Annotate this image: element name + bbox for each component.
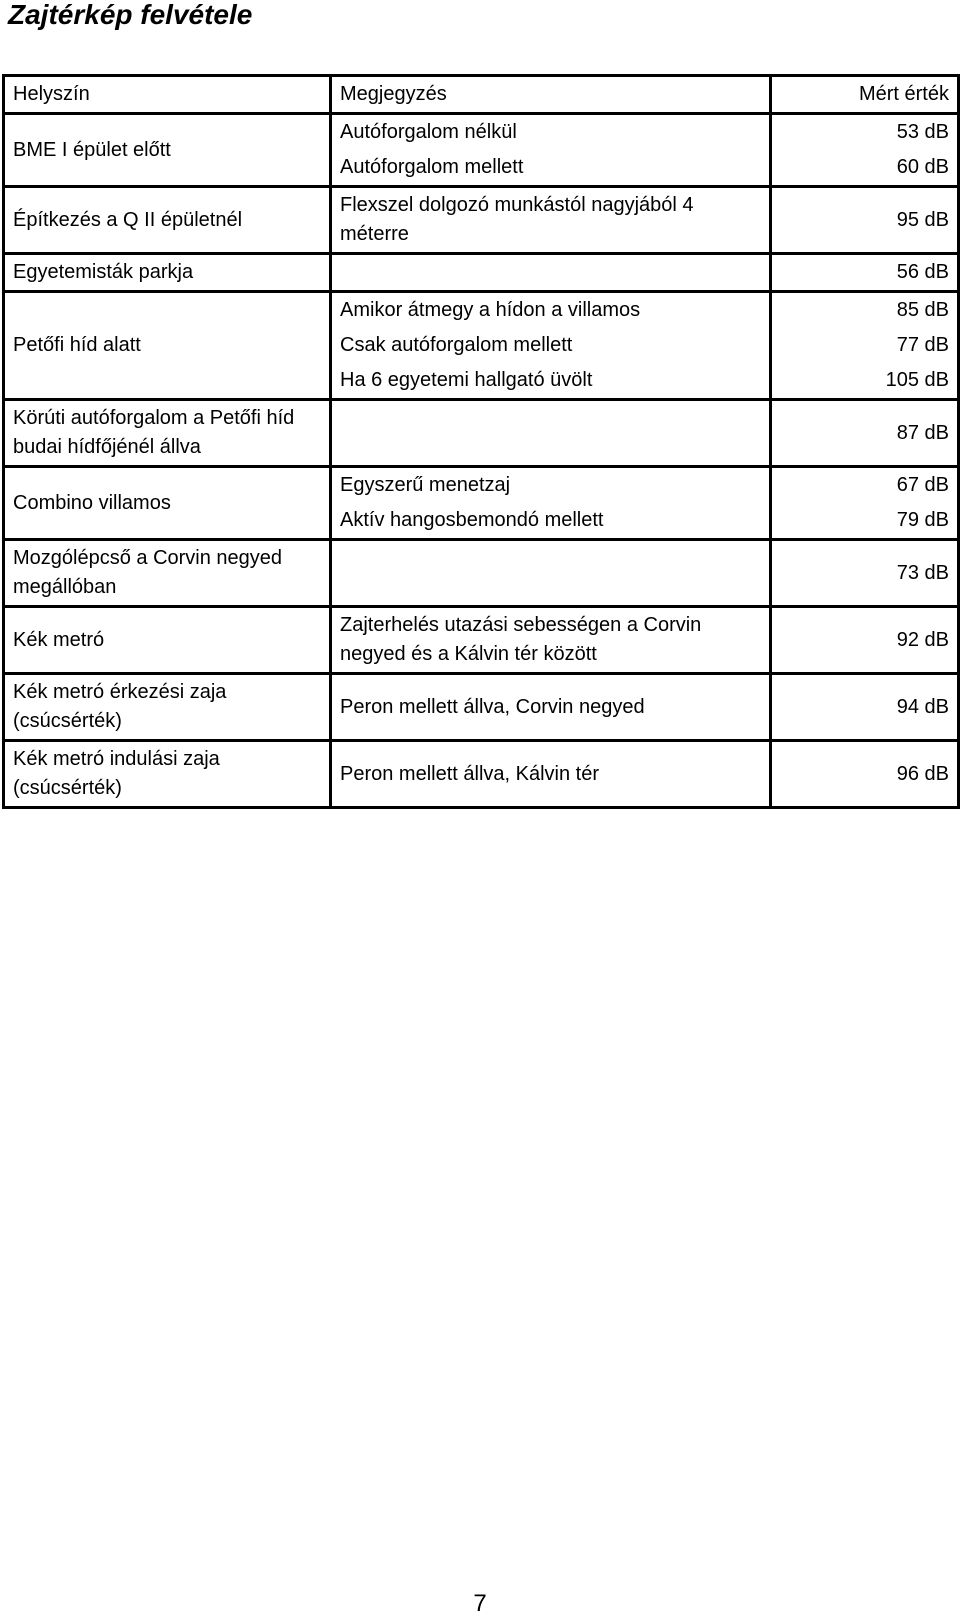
location-cell: Körúti autóforgalom a Petőfi híd budai hídfőjénél állva — [4, 400, 331, 467]
location-cell: Mozgólépcső a Corvin negyed megállóban — [4, 540, 331, 607]
value-cell: 87 dB — [771, 400, 959, 467]
note-cell — [331, 254, 771, 292]
note-cell: Autóforgalom nélkül — [331, 114, 771, 151]
location-cell: Kék metró érkezési zaja (csúcsérték) — [4, 674, 331, 741]
note-cell — [331, 400, 771, 467]
value-cell: 53 dB — [771, 114, 959, 151]
value-cell: 77 dB — [771, 328, 959, 363]
table-row — [4, 741, 959, 808]
table-row — [4, 607, 959, 674]
value-cell: 105 dB — [771, 363, 959, 400]
note-cell: Amikor átmegy a hídon a villamos — [331, 292, 771, 329]
document-title: Zajtérkép felvétele — [8, 0, 253, 30]
value-cell: 79 dB — [771, 503, 959, 540]
location-cell: Kék metró — [4, 607, 331, 674]
location-cell: Combino villamos — [4, 467, 331, 540]
location-cell: Kék metró indulási zaja (csúcsérték) — [4, 741, 331, 808]
note-cell: Csak autóforgalom mellett — [331, 328, 771, 363]
table-row — [4, 400, 959, 467]
table-row — [4, 254, 959, 292]
value-cell: 56 dB — [771, 254, 959, 292]
note-cell: Autóforgalom mellett — [331, 150, 771, 187]
note-cell: Flexszel dolgozó munkástól nagyjából 4 méterre — [331, 187, 771, 254]
note-cell: Aktív hangosbemondó mellett — [331, 503, 771, 540]
header-value: Mért érték — [771, 76, 959, 114]
table-row — [4, 292, 959, 329]
location-cell: Petőfi híd alatt — [4, 292, 331, 400]
table-body — [4, 114, 959, 808]
note-cell: Zajterhelés utazási sebességen a Corvin negyed és a Kálvin tér között — [331, 607, 771, 674]
table-row — [4, 540, 959, 607]
value-cell: 85 dB — [771, 292, 959, 329]
value-cell: 73 dB — [771, 540, 959, 607]
table-row — [4, 674, 959, 741]
note-cell: Peron mellett állva, Kálvin tér — [331, 741, 771, 808]
value-cell: 94 dB — [771, 674, 959, 741]
table-header-row — [4, 76, 959, 114]
value-cell: 67 dB — [771, 467, 959, 504]
noise-measurement-table — [2, 74, 960, 809]
location-cell: BME I épület előtt — [4, 114, 331, 187]
table-row — [4, 467, 959, 504]
table-row — [4, 187, 959, 254]
value-cell: 95 dB — [771, 187, 959, 254]
header-location: Helyszín — [4, 76, 331, 114]
header-note: Megjegyzés — [331, 76, 771, 114]
note-cell: Egyszerű menetzaj — [331, 467, 771, 504]
note-cell: Ha 6 egyetemi hallgató üvölt — [331, 363, 771, 400]
value-cell: 60 dB — [771, 150, 959, 187]
note-cell — [331, 540, 771, 607]
table-row — [4, 114, 959, 151]
location-cell: Építkezés a Q II épületnél — [4, 187, 331, 254]
location-cell: Egyetemisták parkja — [4, 254, 331, 292]
note-cell: Peron mellett állva, Corvin negyed — [331, 674, 771, 741]
value-cell: 92 dB — [771, 607, 959, 674]
value-cell: 96 dB — [771, 741, 959, 808]
page-number: 7 — [473, 1590, 487, 1617]
